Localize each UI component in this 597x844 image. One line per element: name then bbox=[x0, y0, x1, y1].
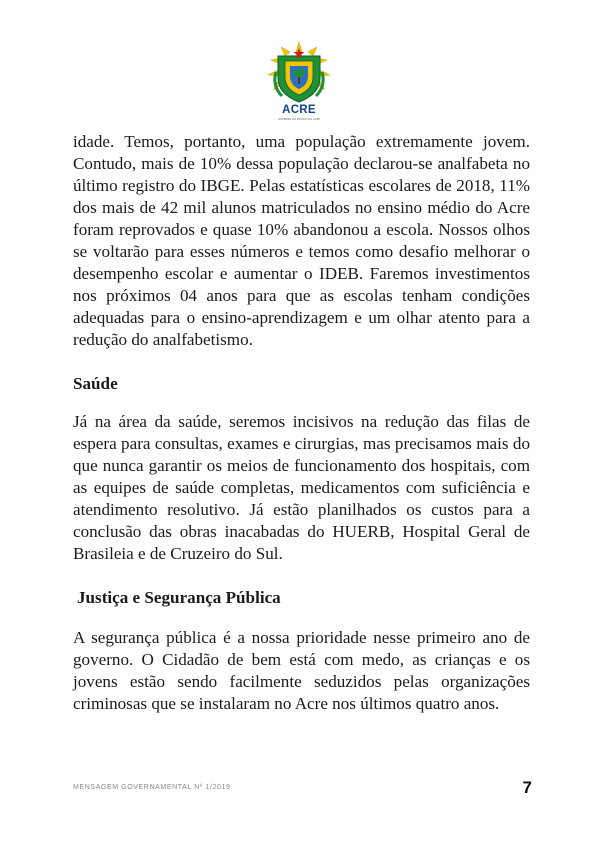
section-heading-saude: Saúde bbox=[73, 374, 118, 393]
security-paragraph: A segurança pública é a nossa prioridade nesse primeiro ano de governo. O Cidadão de bem está com medo, as crianças e os jovens estão sendo facilmente seduzidos pelas organizações criminosas que se instalaram no Acre nos últimos quatro anos. bbox=[73, 628, 530, 713]
page-number: 7 bbox=[522, 778, 532, 797]
page-content bbox=[73, 131, 530, 715]
health-paragraph: Já na área da saúde, seremos incisivos na redução das filas de espera para consultas, exames e cirurgias, mas precisamos mais do que nunca garantir os meios de funcionamento dos hospitais, com as equipes de saúde completas, medicamentos com suficiência e atendimento resolutivo. Já estão planilhados os custos para a conclusão das obras inacabadas do HUERB, Hospital Geral de Brasileia e de Cruzeiro do Sul. bbox=[73, 412, 530, 563]
section-heading-seguranca: Justiça e Segurança Pública bbox=[77, 588, 281, 607]
footer-document-label: MENSAGEM GOVERNAMENTAL Nº 1/2019 bbox=[73, 784, 231, 791]
crest-label: ACRE bbox=[282, 104, 316, 116]
crest-subtitle: GOVERNO DO ESTADO DO ACRE bbox=[277, 118, 321, 121]
education-paragraph: idade. Temos, portanto, uma população extremamente jovem. Contudo, mais de 10% dessa população declarou-se analfabeta no último registro do IBGE. Pelas estatísticas escolares de 2018, 11% dos mais de 42 mil alunos matriculados no ensino médio do Acre foram reprovados e quase 10% abandonou a escola. Nossos olhos se voltarão para esses números e temos como desafio melhorar o desempenho escolar e aumentar o IDEB. Faremos investimentos nos próximos 04 anos para que as escolas tenham condições adequadas para o ensino-aprendizagem e um olhar atento para a redução do analfabetismo. bbox=[73, 132, 530, 349]
